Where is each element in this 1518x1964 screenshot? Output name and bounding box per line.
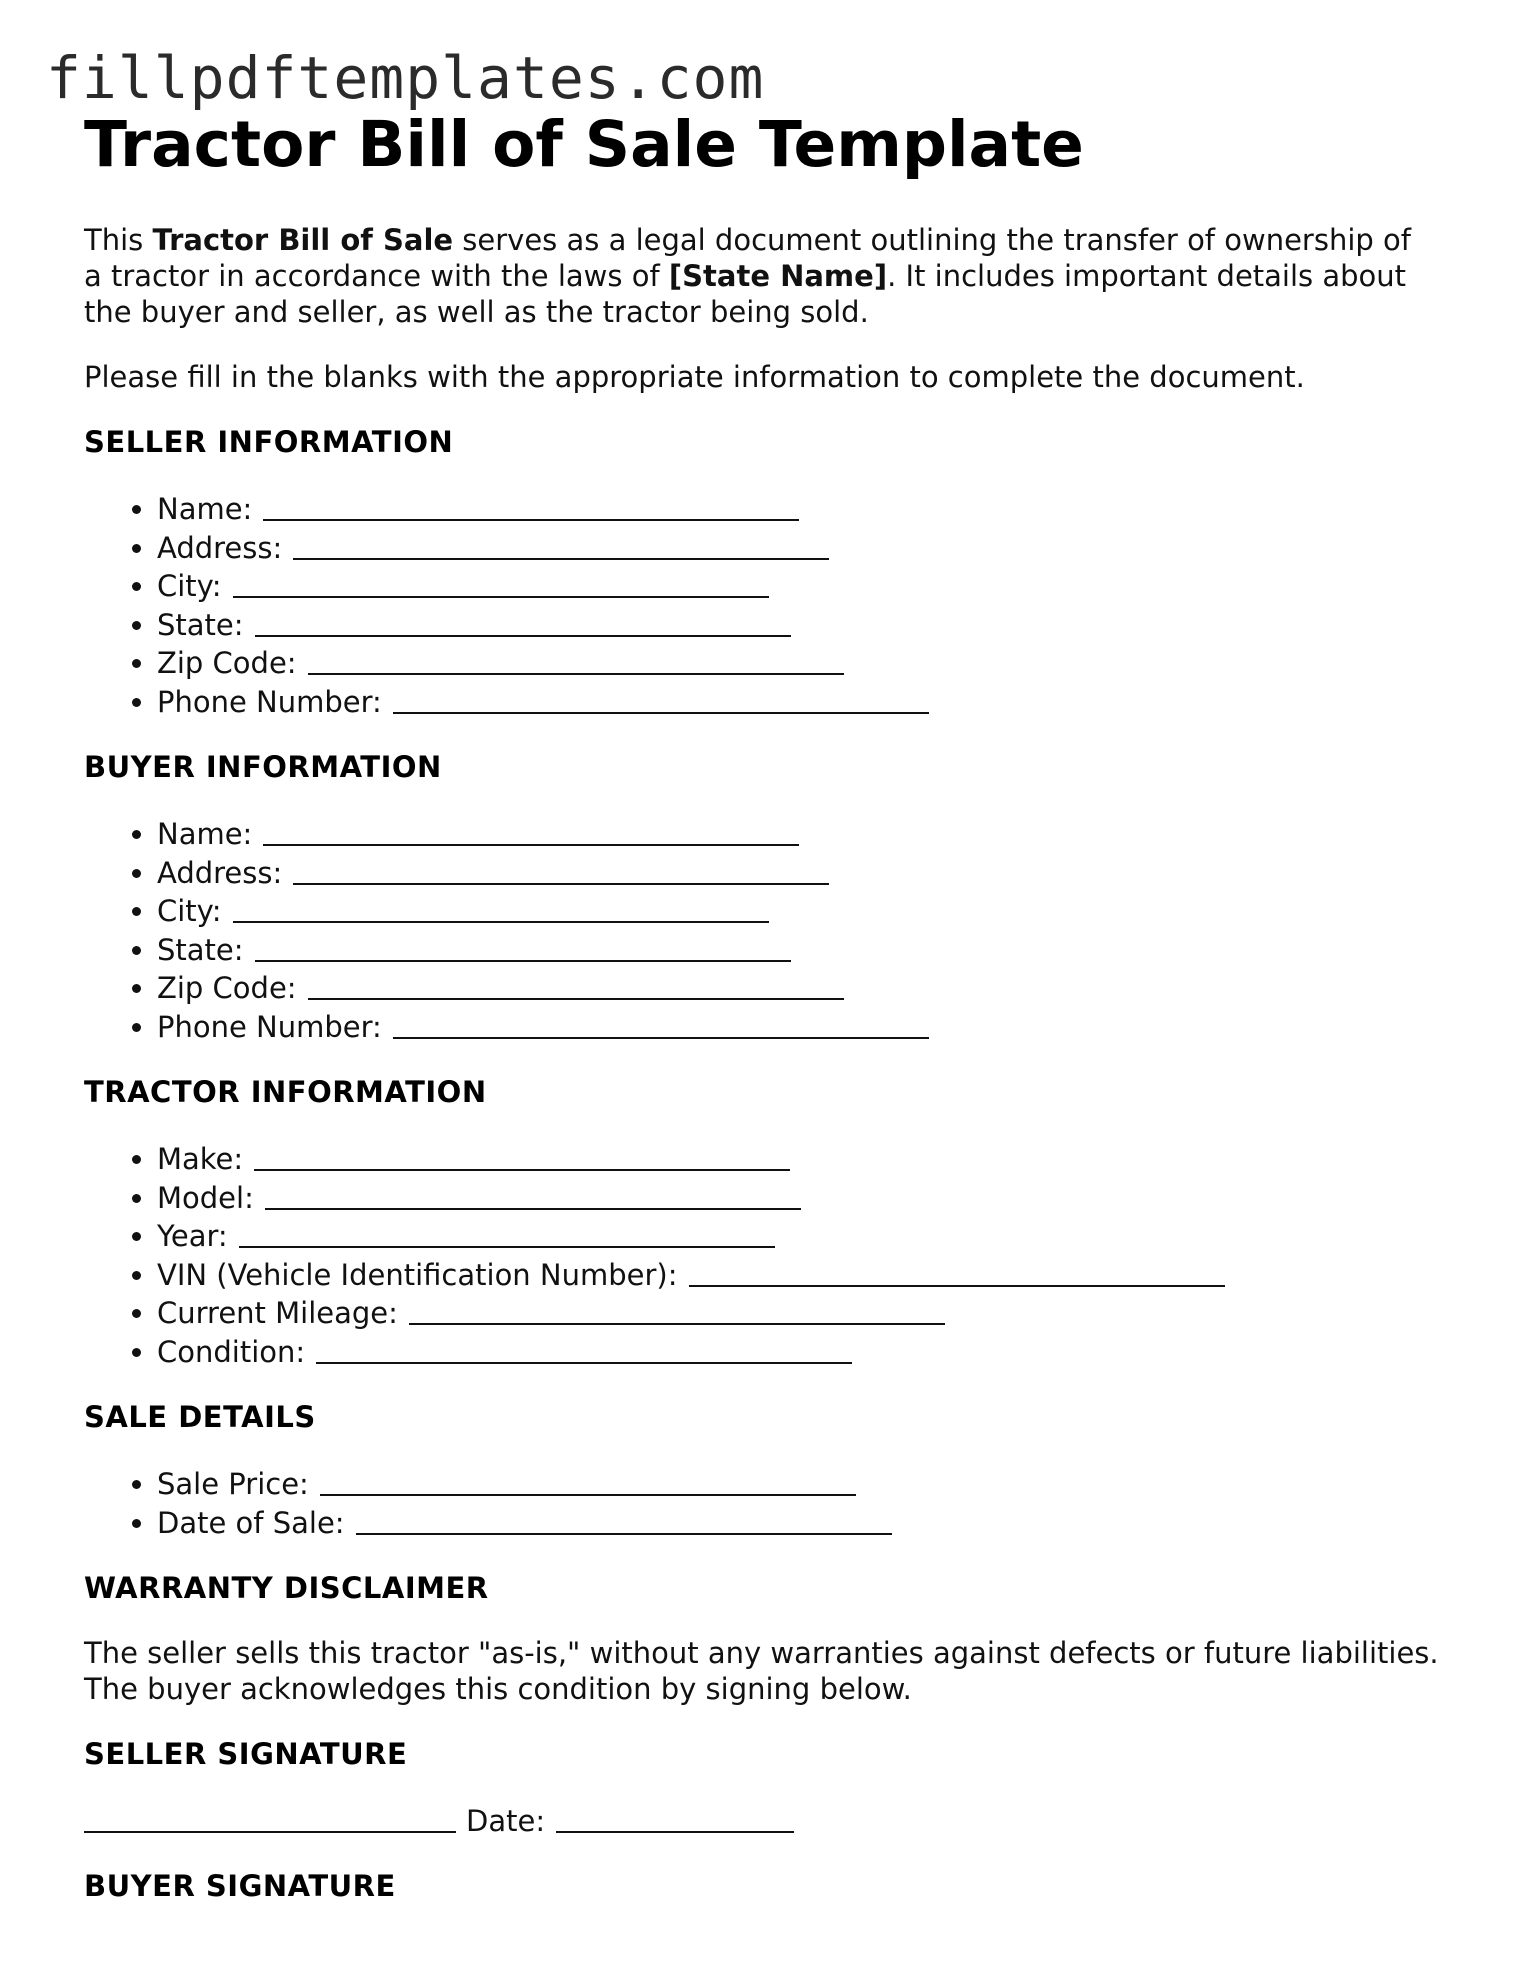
list-item — [157, 1503, 1444, 1542]
field-label: Make: — [157, 1142, 244, 1176]
instructions-paragraph: Please fill in the blanks with the appropriate information to complete the document. — [84, 360, 1305, 394]
seller-signature-row — [84, 1801, 1444, 1839]
seller-name-blank[interactable] — [263, 491, 799, 521]
buyer-phone-blank[interactable] — [393, 1009, 929, 1039]
seller-signature-blank[interactable] — [84, 1803, 456, 1833]
tractor-info-list — [84, 1139, 1444, 1370]
seller-zip-blank[interactable] — [308, 645, 844, 675]
buyer-address-blank[interactable] — [293, 855, 829, 885]
list-item — [157, 1007, 1444, 1046]
date-of-sale-blank[interactable] — [356, 1505, 892, 1535]
buyer-name-blank[interactable] — [263, 816, 799, 846]
buyer-city-blank[interactable] — [233, 893, 769, 923]
seller-state-blank[interactable] — [255, 607, 791, 637]
list-item — [157, 489, 1444, 528]
field-label: Phone Number: — [157, 1009, 382, 1044]
intro-middle: serves as a legal document outlining the transfer of ownership of a tractor in accordance with the laws of — [84, 223, 1411, 293]
field-label: City: — [157, 569, 222, 603]
list-item — [157, 1255, 1444, 1294]
field-label: Condition: — [157, 1334, 306, 1369]
seller-city-blank[interactable] — [233, 568, 769, 598]
field-label: Zip Code: — [157, 646, 297, 680]
seller-signature-date-blank[interactable] — [556, 1803, 794, 1833]
warranty-text: The seller sells this tractor "as-is," without any warranties against defects or future liabilities. The buyer acknowledges this condition by signing below. — [84, 1636, 1439, 1706]
buyer-state-blank[interactable] — [255, 932, 791, 962]
document-page — [84, 110, 1444, 1904]
intro-paragraph — [84, 222, 1434, 330]
sale-price-blank[interactable] — [320, 1466, 856, 1496]
tractor-mileage-blank[interactable] — [409, 1295, 945, 1325]
list-item — [157, 1139, 1444, 1178]
field-label: State: — [157, 932, 244, 967]
sale-details-list — [84, 1464, 1444, 1541]
watermark-text: fillpdftemplates.com — [46, 44, 765, 112]
seller-phone-blank[interactable] — [393, 684, 929, 714]
intro-prefix: This — [84, 223, 153, 257]
list-item — [157, 853, 1444, 892]
seller-info-heading: SELLER INFORMATION — [84, 425, 454, 459]
list-item — [157, 930, 1444, 969]
tractor-year-blank[interactable] — [239, 1218, 775, 1248]
buyer-signature-heading: BUYER SIGNATURE — [84, 1869, 396, 1903]
seller-signature-heading: SELLER SIGNATURE — [84, 1737, 408, 1771]
field-label: Model: — [157, 1180, 254, 1215]
field-label: City: — [157, 894, 222, 928]
field-label: Sale Price: — [157, 1467, 309, 1501]
seller-info-list — [84, 489, 1444, 720]
state-name-placeholder: [State Name] — [668, 259, 888, 293]
intro-doc-name: Tractor Bill of Sale — [152, 223, 454, 257]
list-item — [157, 643, 1444, 682]
seller-address-blank[interactable] — [293, 530, 829, 560]
field-label: Name: — [157, 492, 253, 526]
buyer-info-heading: BUYER INFORMATION — [84, 750, 442, 784]
intro-suffix: . It includes important details about the buyer and seller, as well as the tractor being sold. — [84, 259, 1407, 329]
buyer-zip-blank[interactable] — [308, 970, 844, 1000]
list-item — [157, 1216, 1444, 1255]
field-label: Year: — [157, 1219, 228, 1253]
list-item — [157, 605, 1444, 644]
list-item — [157, 1178, 1444, 1217]
list-item — [157, 814, 1444, 853]
list-item — [157, 1464, 1444, 1503]
field-label: Address: — [157, 530, 283, 565]
list-item — [157, 1332, 1444, 1371]
tractor-make-blank[interactable] — [254, 1141, 790, 1171]
field-label: Current Mileage: — [157, 1296, 398, 1330]
list-item — [157, 891, 1444, 930]
field-label: Name: — [157, 817, 253, 851]
field-label: VIN (Vehicle Identification Number): — [157, 1257, 678, 1292]
list-item — [157, 528, 1444, 567]
field-label: Address: — [157, 855, 283, 890]
warranty-heading: WARRANTY DISCLAIMER — [84, 1571, 489, 1605]
field-label: Zip Code: — [157, 971, 297, 1005]
tractor-condition-blank[interactable] — [316, 1334, 852, 1364]
field-label: Date of Sale: — [157, 1505, 345, 1540]
tractor-info-heading: TRACTOR INFORMATION — [84, 1075, 487, 1109]
sale-details-heading: SALE DETAILS — [84, 1400, 316, 1434]
list-item — [157, 566, 1444, 605]
list-item — [157, 968, 1444, 1007]
buyer-info-list — [84, 814, 1444, 1045]
list-item — [157, 682, 1444, 721]
field-label: Phone Number: — [157, 684, 382, 719]
list-item — [157, 1293, 1444, 1332]
tractor-model-blank[interactable] — [265, 1180, 801, 1210]
tractor-vin-blank[interactable] — [689, 1257, 1225, 1287]
document-title: Tractor Bill of Sale Template — [84, 108, 1084, 181]
signature-date-label: Date: — [466, 1804, 546, 1838]
field-label: State: — [157, 607, 244, 642]
